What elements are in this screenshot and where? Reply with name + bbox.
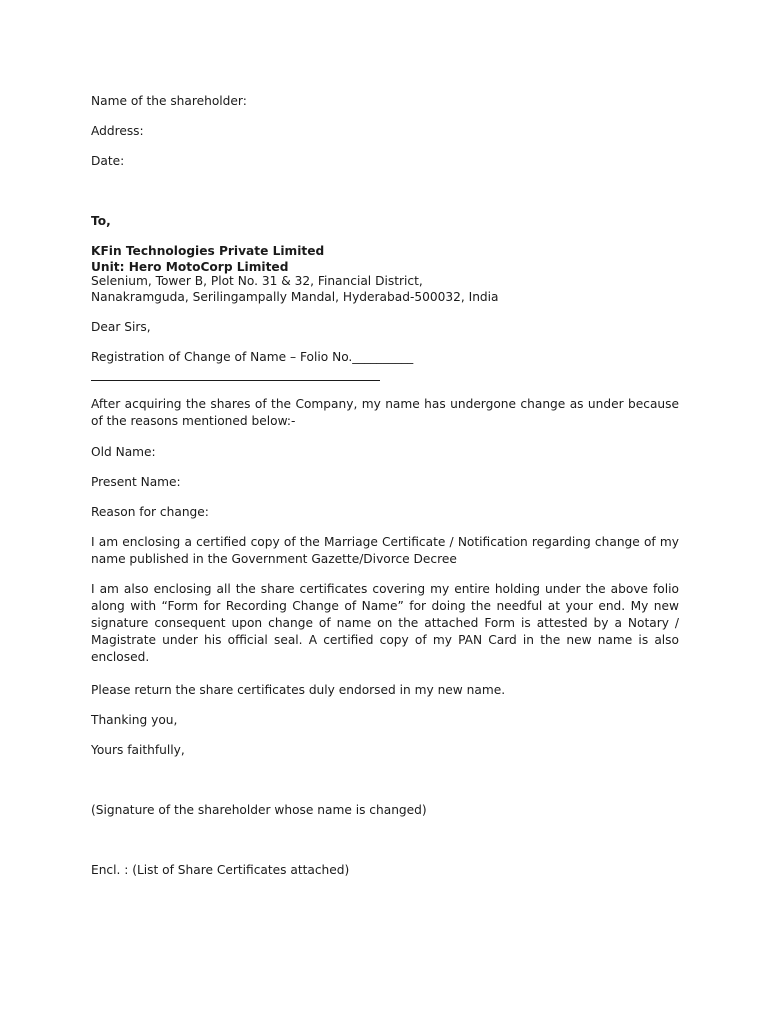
return-request: Please return the share certificates duly endorsed in my new name.: [91, 683, 506, 697]
thanking-line: Thanking you,: [91, 713, 178, 727]
enclosure-line: Encl. : (List of Share Certificates attached): [91, 863, 350, 877]
subject-line: Registration of Change of Name – Folio No.__________: [91, 350, 414, 364]
yours-faithfully: Yours faithfully,: [91, 743, 185, 757]
signature-line: (Signature of the shareholder whose name is changed): [91, 803, 427, 817]
subject-underline: [91, 380, 380, 381]
reason-label: Reason for change:: [91, 505, 209, 519]
recipient-address-line1: Selenium, Tower B, Plot No. 31 & 32, Financial District,: [91, 274, 423, 288]
to-label: To,: [91, 214, 111, 228]
enclosing-paragraph: I am enclosing a certified copy of the Marriage Certificate / Notification regarding change of my name published in the Government Gazette/Divorce Decree: [91, 535, 679, 566]
old-name-label: Old Name:: [91, 445, 156, 459]
present-name-label: Present Name:: [91, 475, 181, 489]
recipient-unit: Unit: Hero MotoCorp Limited: [91, 260, 289, 274]
address-label: Address:: [91, 124, 144, 138]
also-enclosing-paragraph: I am also enclosing all the share certificates covering my entire holding under the above folio along with “Form for Recording Change of Name” for doing the needful at your end. My new signature consequent upon change of name on the attached Form is attested by a Notary / Magistrate under his official seal. A certified copy of my PAN Card in the new name is also enclosed.: [91, 582, 679, 664]
salutation: Dear Sirs,: [91, 320, 151, 334]
intro-paragraph: After acquiring the shares of the Company, my name has undergone change as under because of the reasons mentioned below:-: [91, 397, 679, 428]
date-label: Date:: [91, 154, 125, 168]
shareholder-name-label: Name of the shareholder:: [91, 94, 247, 108]
recipient-company: KFin Technologies Private Limited: [91, 244, 325, 258]
recipient-address-line2: Nanakramguda, Serilingampally Mandal, Hyderabad-500032, India: [91, 290, 499, 304]
